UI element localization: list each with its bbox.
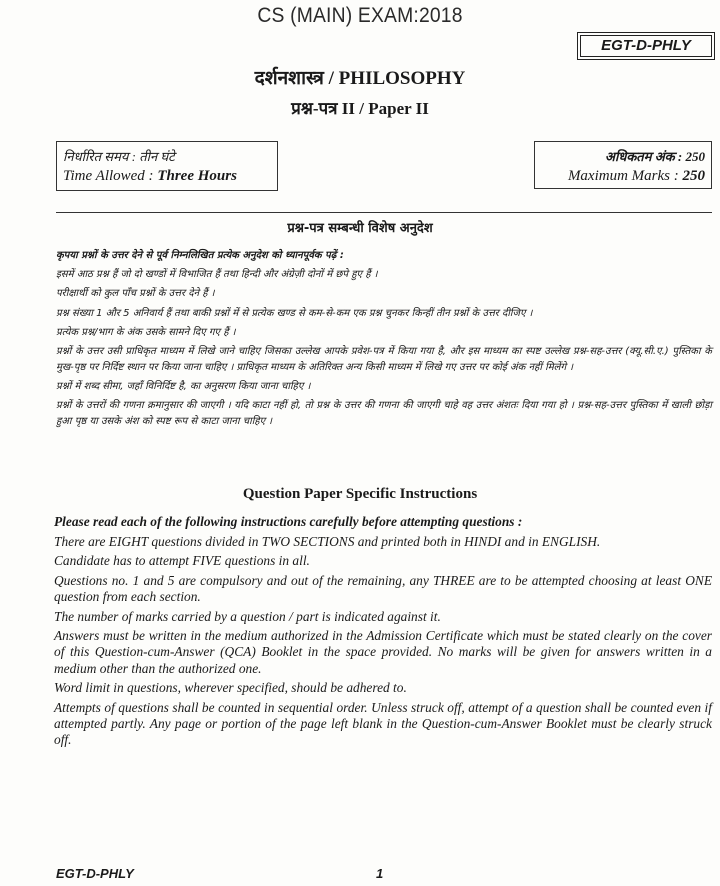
english-instruction-line: Candidate has to attempt FIVE questions in all. <box>54 553 310 569</box>
divider-line <box>56 212 712 213</box>
hindi-instruction-line: प्रत्येक प्रश्न/भाग के अंक उसके सामने दिए गए हैं । <box>56 326 236 338</box>
hindi-instruction-line: प्रश्न संख्या 1 और 5 अनिवार्य हैं तथा बाकी प्रश्नों में से प्रत्येक खण्ड से कम-से-कम एक प्रश्न चुनकर किन्हीं तीन प्रश्नों के उत्तर दीजिए । <box>56 307 533 319</box>
hindi-instructions-heading: प्रश्न-पत्र सम्बन्धी विशेष अनुदेश <box>287 221 433 236</box>
time-allowed-hindi: निर्धारित समय : तीन घंटे <box>63 149 175 164</box>
english-instruction-line: The number of marks carried by a question / part is indicated against it. <box>54 608 441 624</box>
maximum-marks-box <box>534 141 712 189</box>
hindi-instruction-line: परीक्षार्थी को कुल पाँच प्रश्नों के उत्तर देने हैं । <box>56 288 215 300</box>
time-allowed-value: Three Hours <box>157 168 237 184</box>
hindi-instruction-line: प्रश्नों में शब्द सीमा, जहाँ विनिर्दिष्ट है, का अनुसरण किया जाना चाहिए । <box>56 380 311 392</box>
english-instructions-heading: Question Paper Specific Instructions <box>242 486 478 502</box>
subject-title: दर्शनशास्त्र / PHILOSOPHY <box>254 68 466 89</box>
time-allowed-english <box>63 168 277 185</box>
english-instruction-line: Questions no. 1 and 5 are compulsory and out of the remaining, any THREE are to be attempted choosing at least ONE question from each section. <box>54 572 712 604</box>
english-instruction-line: Please read each of the following instructions carefully before attempting questions : <box>54 514 523 529</box>
exam-title: CS (MAIN) EXAM:2018 <box>257 4 463 27</box>
english-instruction-line: There are EIGHT questions divided in TWO SECTIONS and printed both in HINDI and in ENGLISH. <box>54 533 601 549</box>
time-allowed-label: Time Allowed : <box>63 168 158 184</box>
english-instruction-line: Word limit in questions, wherever specified, should be adhered to. <box>54 680 407 696</box>
english-instructions <box>54 514 712 752</box>
paper-number: प्रश्न-पत्र II / Paper II <box>291 99 429 118</box>
paper-code-box: EGT-D-PHLY <box>580 35 712 57</box>
page-number: 1 <box>376 866 384 881</box>
time-allowed-box <box>56 141 278 191</box>
english-instruction-line: Answers must be written in the medium authorized in the Admission Certificate which must be stated clearly on the cover of this Question-cum-Answer (QCA) Booklet in the space provided. No marks will be given for answers written in a medium other than the authorized one. <box>54 628 712 676</box>
maximum-marks-value: 250 <box>682 168 705 184</box>
maximum-marks-english <box>535 168 705 185</box>
hindi-instructions <box>56 248 712 433</box>
english-instruction-line: Attempts of questions shall be counted in sequential order. Unless struck off, attempt of a question shall be counted even if attempted partly. Any page or portion of the page left blank in the Question-cum-Answer Booklet must be clearly struck off. <box>54 699 712 748</box>
hindi-instruction-line: प्रश्नों के उत्तरों की गणना क्रमानुसार की जाएगी । यदि काटा नहीं हो, तो प्रश्न के उत्तर की गणना की जाएगी चाहे वह उत्तर अंशतः दिया गया हो । प्रश्न-सह-उत्तर पुस्तिका में खाली छोड़ा हुआ पृष्ठ या उसके अंश को स्पष्ट रूप से काटा जाना चाहिए । <box>56 399 712 427</box>
maximum-marks-label: Maximum Marks : <box>567 168 683 184</box>
maximum-marks-hindi: अधिकतम अंक : 250 <box>605 149 705 164</box>
hindi-instruction-line: कृपया प्रश्नों के उत्तर देने से पूर्व निम्नलिखित प्रत्येक अनुदेश को ध्यानपूर्वक पढ़ें : <box>56 250 344 261</box>
footer-paper-code: EGT-D-PHLY <box>56 866 134 881</box>
hindi-instruction-line: इसमें आठ प्रश्न हैं जो दो खण्डों में विभाजित हैं तथा हिन्दी और अंग्रेज़ी दोनों में छपे हुए हैं । <box>56 269 378 281</box>
hindi-instruction-line: प्रश्नों के उत्तर उसी प्राधिकृत माध्यम में लिखे जाने चाहिए जिसका उल्लेख आपके प्रवेश-पत्र में किया गया है, और इस माध्यम का स्पष्ट उल्लेख प्रश्न-सह-उत्तर (क्यू.सी.ए.) पुस्तिका के मुख-पृष्ठ पर निर्दिष्ट स्थान पर किया जाना चाहिए । प्राधिकृत माध्यम के अतिरिक्त अन्य किसी माध्यम में लिखे गए उत्तर पर कोई अंक नहीं मिलेंगे । <box>56 345 712 373</box>
